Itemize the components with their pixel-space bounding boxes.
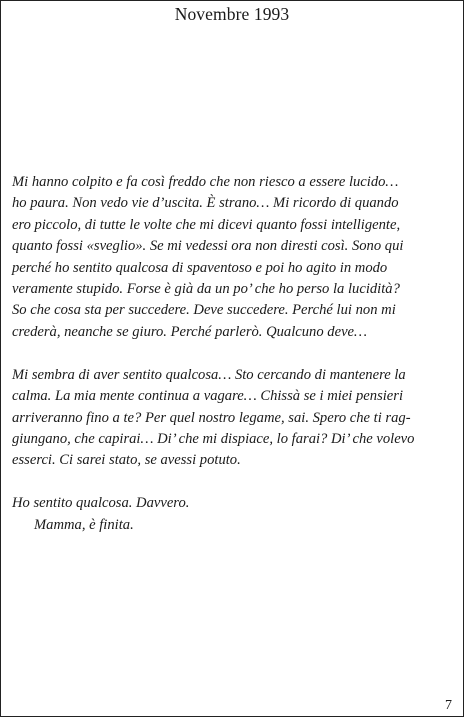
text-line: esserci. Ci sarei stato, se avessi potuto.: [12, 452, 241, 469]
text-line: Ho sentito qualcosa. Davvero.: [12, 495, 190, 512]
text-line: perché ho sentito qualcosa di spaventoso e poi ho agito in modo: [12, 259, 388, 276]
text-line: giungano, che capirai… Di’ che mi dispiace, lo farai? Di’ che volevo: [12, 431, 415, 448]
text-line: So che cosa sta per succedere. Deve succedere. Perché lui non mi: [12, 302, 396, 319]
text-line: arriveranno fino a te? Per quel nostro legame, sai. Spero che ti rag-: [12, 409, 411, 426]
paragraph-spacer: [12, 343, 458, 365]
text-line: Mamma, è finita.: [34, 516, 134, 533]
page-title: Novembre 1993: [174, 4, 290, 24]
text-line: crederà, neanche se giuro. Perché parlerò. Qualcuno deve…: [12, 323, 368, 340]
body-text: [12, 172, 458, 536]
text-line: calma. La mia mente continua a vagare… Chissà se i miei pensieri: [12, 388, 404, 405]
text-line: Mi hanno colpito e fa così freddo che non riesco a essere lucido…: [12, 174, 399, 190]
paragraph-1: [12, 172, 458, 343]
paragraph-spacer: [12, 472, 458, 494]
text-line: veramente stupido. Forse è già da un po’ che ho perso la lucidità?: [12, 281, 400, 298]
paragraph-2: [12, 365, 458, 472]
text-line: quanto fossi «sveglio». Se mi vedessi ora non diresti così. Sono qui: [12, 238, 404, 255]
text-line: Mi sembra di aver sentito qualcosa… Sto cercando di mantenere la: [12, 366, 406, 383]
text-line: ero piccolo, di tutte le volte che mi dicevi quanto fossi intelligente,: [12, 216, 401, 233]
page-number: 7: [445, 698, 452, 713]
paragraph-3: [12, 493, 458, 536]
text-line: ho paura. Non vedo vie d’uscita. È strano… Mi ricordo di quando: [12, 195, 399, 212]
